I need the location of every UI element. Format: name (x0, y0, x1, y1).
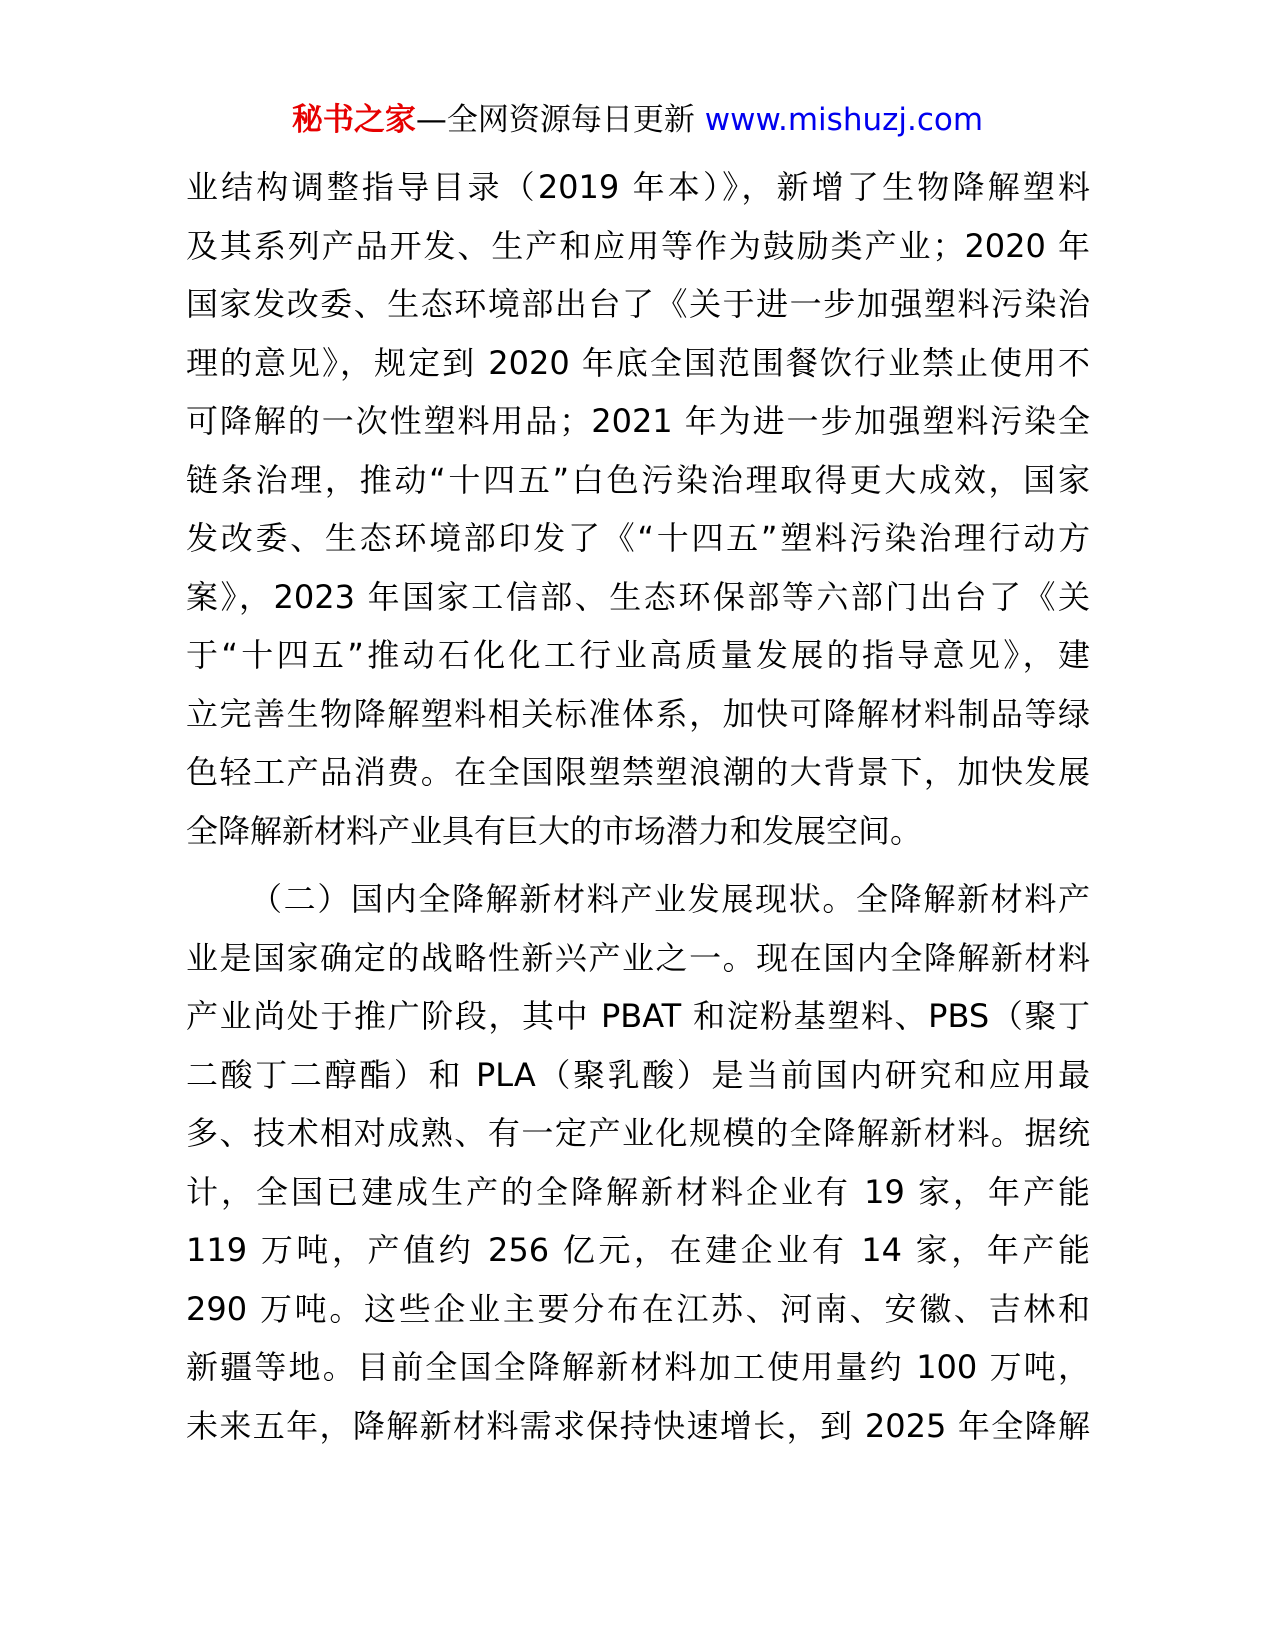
paragraph-line: 计，全国已建成生产的全降解新材料企业有 19 家，年产能 (186, 1172, 1090, 1211)
paragraph-2 (186, 870, 1090, 1455)
paragraph-line: 可降解的一次性塑料用品；2021 年为进一步加强塑料污染全 (186, 402, 1090, 440)
paragraph-line: 全降解新材料产业具有巨大的市场潜力和发展空间。 (186, 811, 923, 850)
paragraph-line: 案》，2023 年国家工信部、生态环保部等六部门出台了《关 (186, 577, 1090, 616)
paragraph-line: 及其系列产品开发、生产和应用等作为鼓励类产业；2020 年 (186, 226, 1090, 265)
paragraph-line: 业结构调整指导目录（2019 年本）》，新增了生物降解塑料 (186, 168, 1090, 206)
paragraph-line: 国家发改委、生态环境部出台了《关于进一步加强塑料污染治 (186, 285, 1090, 323)
paragraph-line: 290 万吨。这些企业主要分布在江苏、河南、安徽、吉林和 (186, 1289, 1090, 1328)
paragraph-line: 二酸丁二醇酯）和 PLA（聚乳酸）是当前国内研究和应用最 (186, 1055, 1090, 1094)
paragraph-line: 新疆等地。目前全国全降解新材料加工使用量约 100 万吨， (186, 1348, 1090, 1386)
paragraph-line: 发改委、生态环境部印发了《“十四五”塑料污染治理行动方 (186, 519, 1090, 557)
body-text (186, 158, 1090, 1455)
paragraph-line: 色轻工产品消费。在全国限塑禁塑浪潮的大背景下，加快发展 (186, 753, 1090, 791)
paragraph-line: 业是国家确定的战略性新兴产业之一。现在国内全降解新材料 (186, 938, 1090, 977)
header-url-link[interactable]: www.mishuzj.com (704, 102, 984, 138)
paragraph-spacer (186, 860, 1090, 870)
header-tagline: —全网资源每日更新 (415, 102, 695, 138)
page-header (0, 100, 1275, 140)
header-brand: 秘书之家 (291, 102, 416, 138)
paragraph-line: 多、技术相对成熟、有一定产业化规模的全降解新材料。据统 (186, 1114, 1090, 1152)
paragraph-line: 未来五年，降解新材料需求保持快速增长，到 2025 年全降解 (186, 1406, 1090, 1445)
paragraph-1 (186, 158, 1090, 860)
paragraph-line: 立完善生物降解塑料相关标准体系，加快可降解材料制品等绿 (186, 694, 1090, 733)
paragraph-line: （二）国内全降解新材料产业发展现状。全降解新材料产 (250, 880, 1090, 918)
paragraph-line: 理的意见》，规定到 2020 年底全国范围餐饮行业禁止使用不 (186, 343, 1090, 382)
paragraph-line: 产业尚处于推广阶段，其中 PBAT 和淀粉基塑料、PBS（聚丁 (186, 997, 1090, 1035)
paragraph-line: 链条治理，推动“十四五”白色污染治理取得更大成效，国家 (186, 460, 1090, 499)
paragraph-line: 于“十四五”推动石化化工行业高质量发展的指导意见》，建 (186, 636, 1090, 674)
paragraph-line: 119 万吨，产值约 256 亿元，在建企业有 14 家，年产能 (186, 1231, 1090, 1269)
